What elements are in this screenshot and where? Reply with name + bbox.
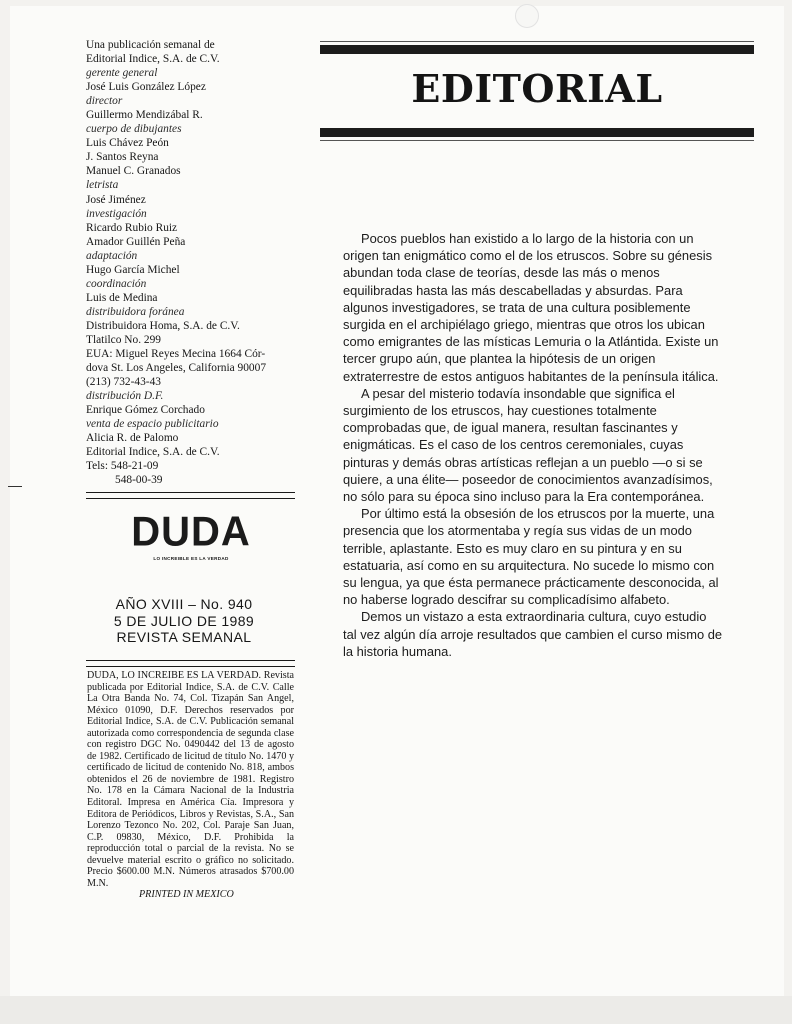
- header-rule-thin-top: [320, 41, 754, 42]
- masthead-name: J. Santos Reyna: [86, 151, 159, 164]
- punch-hole: [515, 4, 539, 28]
- masthead-role: gerente general: [86, 67, 158, 80]
- header-rule-thin-bottom: [320, 140, 754, 141]
- issue-number: AÑO XVIII – No. 940: [115, 596, 253, 612]
- masthead-name: José Jiménez: [86, 193, 146, 206]
- editorial-paragraph: Por último está la obsesión de los etruscos por la muerte, una presencia que los atormentaba y regía sus vidas de un modo terrible, aplastante. Esto es muy claro en su pintura y en su estatuaria, así como en su arquitectura. No sucede lo mismo con su lengua, ya que ésta permanece prácticamente desconocida, al no haberse logrado descifrar su complicadísimo alfabeto.: [343, 506, 719, 608]
- masthead-name: Ricardo Rubio Ruiz: [86, 221, 178, 234]
- issue-date: 5 DE JULIO DE 1989: [113, 612, 255, 629]
- masthead-role: adaptación: [86, 249, 138, 262]
- masthead-name: Alicia R. de Palomo: [86, 432, 179, 445]
- masthead-role: letrista: [86, 179, 119, 192]
- printed-in: PRINTED IN MEXICO: [139, 889, 234, 901]
- masthead-role: coordinación: [86, 277, 147, 290]
- logo-tagline: LO INCREIBLE ES LA VERDAD: [153, 556, 229, 561]
- masthead-name: Luis de Medina: [86, 291, 158, 304]
- masthead-credits: [86, 38, 301, 488]
- masthead-divider: [86, 492, 295, 499]
- masthead-name: Tlatilco No. 299: [86, 333, 161, 346]
- editorial-paragraph: Pocos pueblos han existido a lo largo de la historia con un origen tan enigmático como el de los etruscos. Sobre su génesis abundan toda clase de teorías, desde las más o menos equilibradas hasta las más descabelladas y absurdas. Para algunos investigadores, se trata de una cultura posiblemente surgida en el archipiélago griego, mientras que otros los ubican como emigrantes de las místicas Lemuria o la Atlántida. Existe un tercer grupo aún, que plantea la hipótesis de un origen extraterrestre de estos antiguos habitantes de la península itálica.: [343, 231, 719, 384]
- masthead-role: venta de espacio publicitario: [86, 418, 219, 431]
- masthead-role: investigación: [86, 207, 147, 220]
- masthead-role: director: [86, 95, 123, 108]
- masthead-name: 548-00-39: [115, 474, 163, 487]
- masthead-name: Hugo García Michel: [86, 263, 180, 276]
- masthead-name: dova St. Los Angeles, California 90007: [86, 362, 267, 375]
- editorial-title: EDITORIAL: [411, 66, 663, 111]
- header-bar-top: [320, 45, 754, 54]
- masthead-name: Guillermo Mendizábal R.: [86, 109, 203, 122]
- issue-info: [86, 596, 282, 646]
- masthead-role: distribución D.F.: [86, 390, 164, 403]
- editorial-body: [343, 230, 723, 660]
- header-bar-bottom: [320, 128, 754, 137]
- masthead-name: José Luis González López: [86, 81, 206, 94]
- scan-bottom-edge: [0, 996, 792, 1024]
- masthead-role: distribuidora foránea: [86, 305, 185, 318]
- masthead-name: Editorial Indice, S.A. de C.V.: [86, 53, 220, 66]
- logo-block: [112, 510, 270, 561]
- masthead-name: Distribuidora Homa, S.A. de C.V.: [86, 319, 240, 332]
- masthead-role: cuerpo de dibujantes: [86, 123, 182, 136]
- masthead-name: Amador Guillén Peña: [86, 235, 186, 248]
- masthead-name: EUA: Miguel Reyes Mecina 1664 Cór-: [86, 348, 266, 361]
- editorial-paragraph: A pesar del misterio todavía insondable que significa el surgimiento de los etruscos, hay cuestiones totalmente comprobadas que, de igual manera, resultan fascinantes y enigmáticas. Es el caso de los centros ceremoniales, cuyas pinturas y demás obras artísticas reflejan a un pueblo —o si se quiere, a una élite— poseedor de conocimientos avanzadísimos, no sólo para su época sino incluso para la Era contemporánea.: [343, 385, 713, 505]
- legal-text: DUDA, LO INCREIBE ES LA VERDAD. Revista publicada por Editorial Indice, S.A. de C.V. Calle La Otra Banda No. 74, Col. Tizapán San Angel, México 01090, D.F. Derechos reservados por Editorial Indice, S.A. de C.V. Publicación semanal autorizada como correspondencia de segunda clase con registro DGC No. 0490442 del 13 de agosto de 1982. Certificado de licitud de título No. 1470 y certificado de licitud de contenido No. 818, ambos obtenidos el 26 de noviembre de 1981. Registro No. 178 en la Cámara Nacional de la Industria Editoral. Impresa en América Cía. Impresora y Editora de Periódicos, Libros y Revistas, S.A., San Lorenzo Tezonco No. 202, Col. Paraje San Juan, C.P. 09830, México, D.F. Prohibida la reproducción total o parcial de la revista. No se devuelve material escrito o gráfico no solicitado. Precio $600.00 M.N. Números atrasados $700.00 M.N.: [87, 670, 294, 889]
- legal-notice: [87, 670, 294, 901]
- masthead-name: Tels: 548-21-09: [86, 460, 159, 473]
- masthead-name: Manuel C. Granados: [86, 165, 181, 178]
- issue-type: REVISTA SEMANAL: [116, 629, 252, 645]
- masthead-name: Una publicación semanal de: [86, 39, 215, 51]
- masthead-name: Editorial Indice, S.A. de C.V.: [86, 446, 220, 459]
- editorial-paragraph: Demos un vistazo a esta extraordinaria cultura, cuyo estudio tal vez algún día arroje resultados que cambien el curso mismo de la historia humana.: [343, 609, 723, 659]
- legal-divider: [86, 660, 295, 667]
- margin-mark: [8, 486, 22, 487]
- masthead-name: Enrique Gómez Corchado: [86, 404, 205, 417]
- masthead-name: (213) 732-43-43: [86, 376, 161, 389]
- masthead-name: Luis Chávez Peón: [86, 137, 169, 150]
- duda-logo: DUDA: [131, 508, 251, 556]
